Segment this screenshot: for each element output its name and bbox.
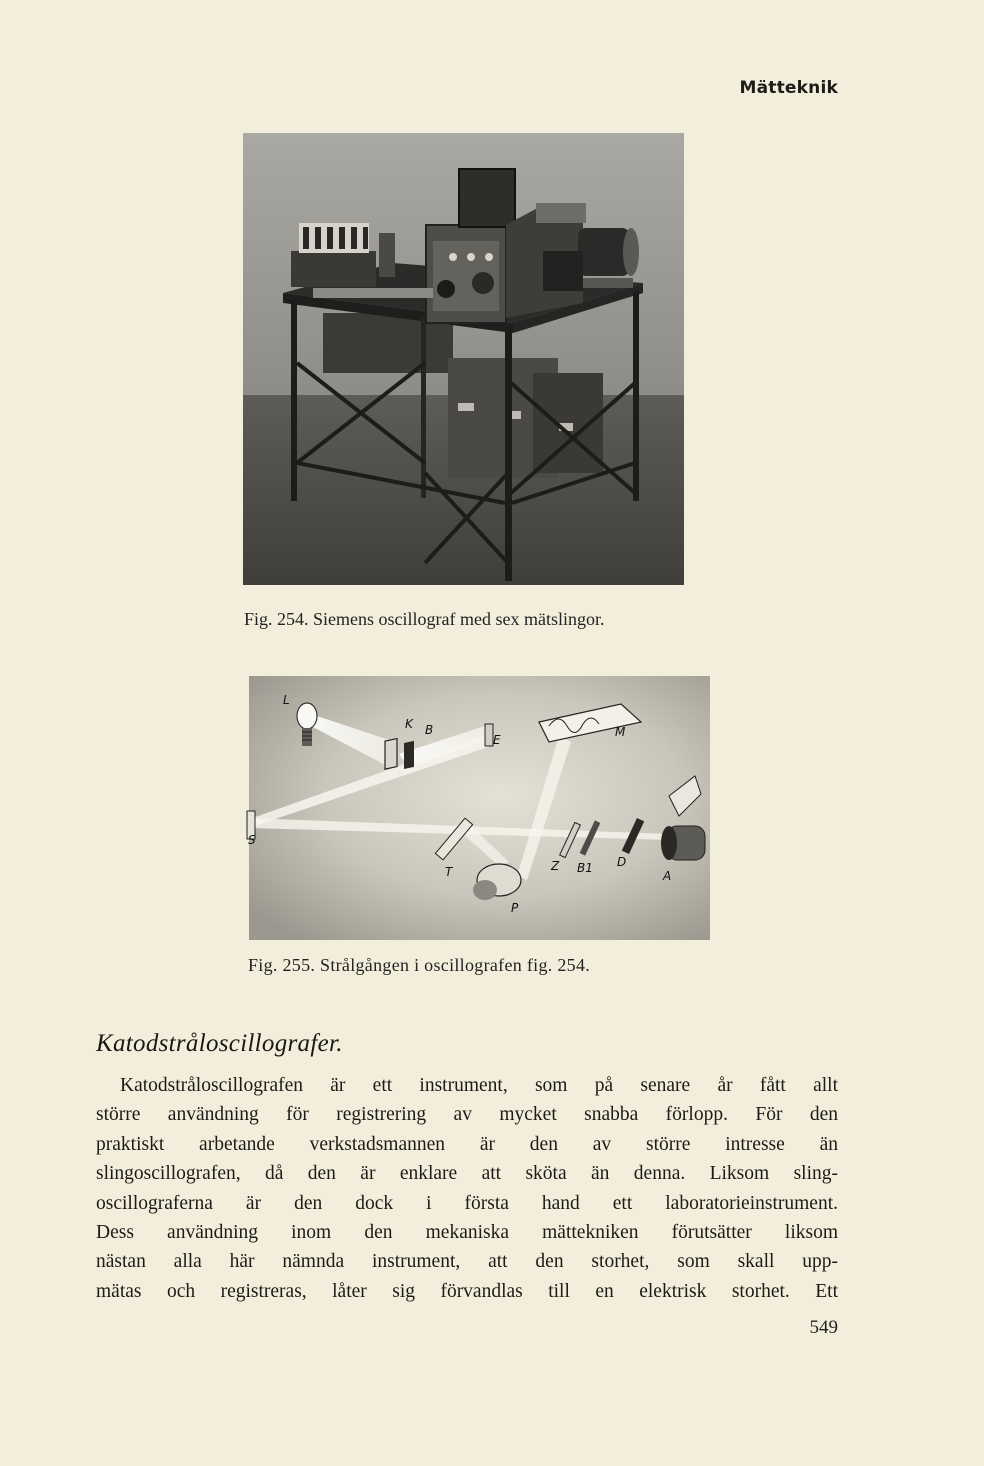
figure-255-caption: Fig. 255. Strålgången i oscillografen fig. 254.: [248, 955, 591, 975]
diagram-label-s: S: [248, 833, 256, 847]
running-head: Mätteknik: [739, 78, 838, 98]
diagram-label-l: L: [283, 693, 290, 707]
diagram-label-b: B: [425, 723, 434, 737]
figure-254-photo: [243, 133, 684, 585]
body-line: nästan alla här nämnda instrument, att den storhet, som skall upp-: [96, 1251, 838, 1273]
body-line: praktiskt arbetande verkstadsmannen är den av större intresse än: [96, 1133, 838, 1155]
diagram-label-b1: B1: [577, 861, 593, 875]
diagram-label-k: K: [405, 717, 413, 731]
diagram-label-e: E: [493, 733, 501, 747]
figure-254-caption: Fig. 254. Siemens oscillograf med sex mätslingor.: [244, 609, 605, 629]
body-line: mätas och registreras, låter sig förvandlas till en elektrisk storhet. Ett: [96, 1280, 838, 1302]
section-heading: Katodstråloscillografer.: [96, 1030, 343, 1057]
diagram-label-m: M: [615, 725, 626, 739]
diagram-label-p: P: [511, 901, 519, 915]
diagram-label-d: D: [617, 855, 627, 869]
body-line: oscillograferna är den dock i första hand ett laboratorieinstrument.: [96, 1192, 838, 1214]
body-line: slingoscillografen, då den är enklare att sköta än denna. Liksom sling-: [96, 1163, 838, 1185]
figure-255-diagram: [249, 676, 710, 940]
diagram-label-t: T: [445, 865, 453, 879]
diagram-label-a: A: [663, 869, 672, 883]
body-line: Dess användning inom den mekaniska mättekniken förutsätter liksom: [96, 1221, 838, 1243]
body-line: Katodstråloscillografen är ett instrument, som på senare år fått allt: [120, 1075, 838, 1096]
page-number: 549: [809, 1317, 838, 1338]
diagram-label-z: Z: [551, 859, 560, 873]
oscillograph-photo-illustration: [243, 133, 684, 585]
body-line: större användning för registrering av mycket snabba förlopp. För den: [96, 1104, 838, 1126]
beam-path-diagram: [249, 676, 710, 940]
body-paragraph: [96, 1071, 838, 1306]
